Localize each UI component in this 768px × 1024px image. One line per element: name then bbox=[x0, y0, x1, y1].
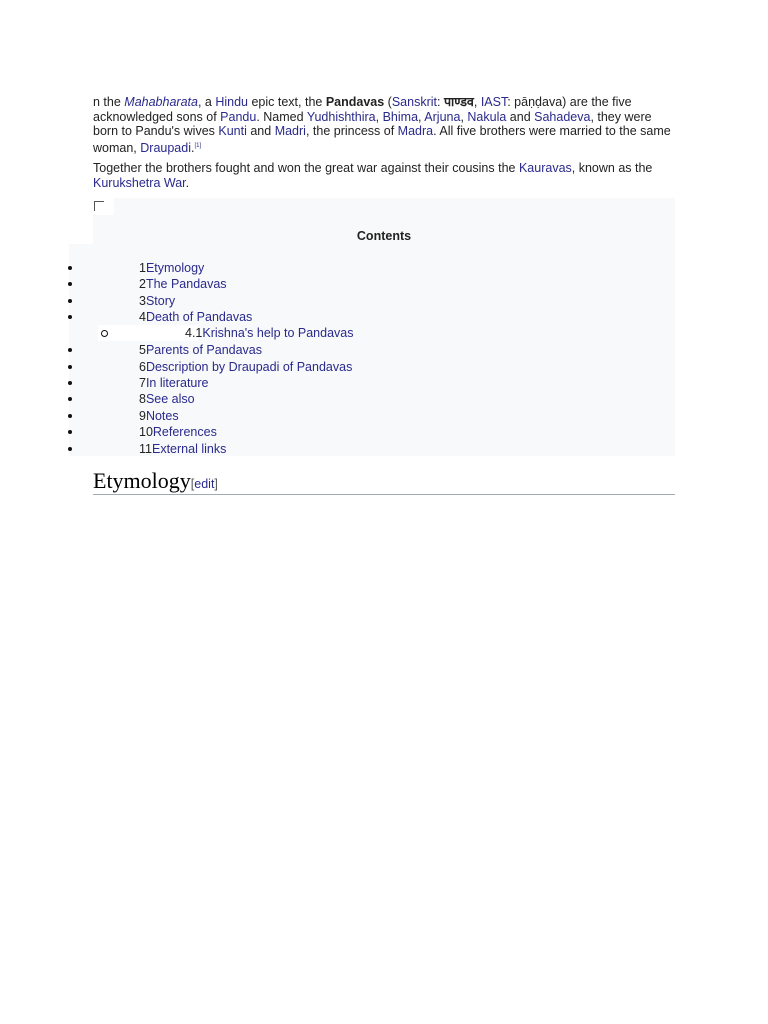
text-segment: : pāṇḍava) are the five acknowledged sons of bbox=[93, 95, 632, 124]
text-segment: , a bbox=[197, 95, 216, 109]
bullet-icon bbox=[68, 299, 72, 303]
bullet-icon bbox=[68, 430, 72, 434]
toc-number: 4 bbox=[139, 310, 146, 324]
text-segment: , bbox=[460, 109, 468, 124]
intro-paragraph bbox=[93, 95, 673, 156]
text-segment: : bbox=[437, 95, 444, 109]
toc-link[interactable]: In literature bbox=[145, 376, 209, 390]
toc-sub-spacer bbox=[98, 325, 198, 341]
toc-number: 5 bbox=[139, 343, 146, 357]
edit-section bbox=[191, 477, 218, 491]
toc-item-krishnas-help[interactable] bbox=[0, 325, 700, 341]
toc-link[interactable]: Story bbox=[145, 294, 176, 308]
toc-link[interactable]: See also bbox=[145, 392, 195, 406]
link-mahabharata[interactable]: Mahabharata bbox=[124, 95, 198, 109]
text-segment: epic text, the bbox=[248, 95, 326, 109]
toc-link[interactable]: Notes bbox=[145, 409, 179, 423]
link-draupadi[interactable]: Draupadi bbox=[140, 140, 191, 155]
bullet-icon bbox=[68, 397, 72, 401]
text-segment: . Named bbox=[256, 109, 307, 124]
bullet-icon bbox=[68, 414, 72, 418]
bullet-icon bbox=[68, 447, 72, 451]
text-segment: . All five brothers were married to the same woman, bbox=[93, 124, 671, 155]
toc-item-etymology[interactable] bbox=[0, 260, 700, 276]
section-heading-text: Etymology bbox=[93, 468, 191, 493]
bullet-icon bbox=[68, 381, 72, 385]
text-segment: . bbox=[185, 175, 190, 190]
text-segment: , known as the bbox=[571, 161, 653, 175]
link-kunti[interactable]: Kunti bbox=[218, 124, 247, 139]
edit-link[interactable]: edit bbox=[194, 477, 215, 491]
toc-item-references[interactable] bbox=[0, 424, 700, 440]
pandavas-bold: Pandavas bbox=[325, 95, 385, 109]
bullet-icon bbox=[68, 348, 72, 352]
bullet-icon bbox=[68, 266, 72, 270]
toc-item-death-of-pandavas[interactable] bbox=[0, 309, 700, 325]
bullet-icon bbox=[68, 365, 72, 369]
toc-title: Contents bbox=[356, 229, 412, 243]
toc-number: 2 bbox=[139, 277, 146, 291]
toc-number: 10 bbox=[139, 425, 153, 439]
circle-bullet-icon bbox=[101, 330, 108, 337]
toc-link[interactable]: Etymology bbox=[145, 261, 205, 275]
toc-number: 11 bbox=[139, 442, 152, 456]
link-sahadeva[interactable]: Sahadeva bbox=[534, 109, 591, 124]
toc-link[interactable]: References bbox=[152, 425, 217, 439]
text-segment: , they were born to Pandu's wives bbox=[93, 109, 652, 139]
toc-link[interactable]: Parents of Pandavas bbox=[145, 343, 262, 357]
toc-number: 4.1 bbox=[185, 326, 203, 340]
war-paragraph bbox=[93, 161, 673, 190]
edit-bracket-open: [ bbox=[190, 477, 195, 491]
toc-link[interactable]: External links bbox=[151, 442, 227, 456]
link-kauravas[interactable]: Kauravas bbox=[518, 161, 572, 175]
link-yudhishthira[interactable]: Yudhishthira bbox=[306, 109, 376, 124]
devanagari-text: पाण्डव bbox=[443, 95, 474, 109]
link-arjuna[interactable]: Arjuna bbox=[424, 109, 461, 124]
reference-link[interactable]: [1] bbox=[194, 142, 202, 149]
text-segment: . bbox=[190, 140, 195, 155]
link-madra[interactable]: Madra bbox=[397, 124, 434, 139]
link-kurukshetra-war[interactable]: Kurukshetra War bbox=[93, 175, 186, 190]
text-segment: Together the brothers fought and won the great war against their cousins the bbox=[93, 161, 519, 175]
toc-link[interactable]: Death of Pandavas bbox=[145, 310, 253, 324]
text-segment: n the bbox=[93, 95, 125, 109]
toc-item-notes[interactable] bbox=[0, 408, 700, 424]
toc-toggle[interactable] bbox=[92, 198, 114, 215]
link-pandu[interactable]: Pandu bbox=[220, 109, 257, 124]
text-segment: ( bbox=[384, 95, 392, 109]
link-nakula[interactable]: Nakula bbox=[467, 109, 507, 124]
toc-item-description-by-draupadi[interactable] bbox=[0, 359, 700, 375]
toc-toggle-icon[interactable] bbox=[94, 201, 104, 211]
toc-link[interactable]: Krishna's help to Pandavas bbox=[202, 326, 354, 340]
toc-item-external-links[interactable] bbox=[0, 441, 700, 457]
text-segment: , bbox=[418, 109, 425, 124]
toc-link[interactable]: The Pandavas bbox=[145, 277, 227, 291]
text-segment: , bbox=[375, 109, 383, 124]
toc-number: 9 bbox=[139, 409, 146, 423]
text-segment: , bbox=[473, 95, 481, 109]
link-madri[interactable]: Madri bbox=[274, 124, 306, 139]
link-iast[interactable]: IAST bbox=[480, 95, 508, 109]
toc-item-story[interactable] bbox=[0, 293, 700, 309]
toc-spacer bbox=[69, 198, 93, 244]
text-segment: and bbox=[506, 109, 535, 124]
toc-number: 6 bbox=[139, 360, 146, 374]
bullet-icon bbox=[68, 315, 72, 319]
toc-link[interactable]: Description by Draupadi of Pandavas bbox=[145, 360, 353, 374]
link-hindu[interactable]: Hindu bbox=[215, 95, 248, 109]
toc-item-the-pandavas[interactable] bbox=[0, 276, 700, 292]
text-segment: , the princess of bbox=[305, 124, 398, 139]
toc-number: 7 bbox=[139, 376, 146, 390]
toc-item-parents-of-pandavas[interactable] bbox=[0, 342, 700, 358]
toc-number: 8 bbox=[139, 392, 146, 406]
edit-bracket-close: ] bbox=[214, 477, 218, 491]
text-segment: and bbox=[246, 124, 275, 139]
toc-number: 1 bbox=[139, 261, 146, 275]
toc-item-see-also[interactable] bbox=[0, 391, 700, 407]
section-heading-etymology bbox=[93, 468, 675, 495]
toc-item-in-literature[interactable] bbox=[0, 375, 700, 391]
link-bhima[interactable]: Bhima bbox=[382, 109, 419, 124]
toc-number: 3 bbox=[139, 294, 146, 308]
bullet-icon bbox=[68, 282, 72, 286]
link-sanskrit[interactable]: Sanskrit bbox=[391, 95, 437, 109]
